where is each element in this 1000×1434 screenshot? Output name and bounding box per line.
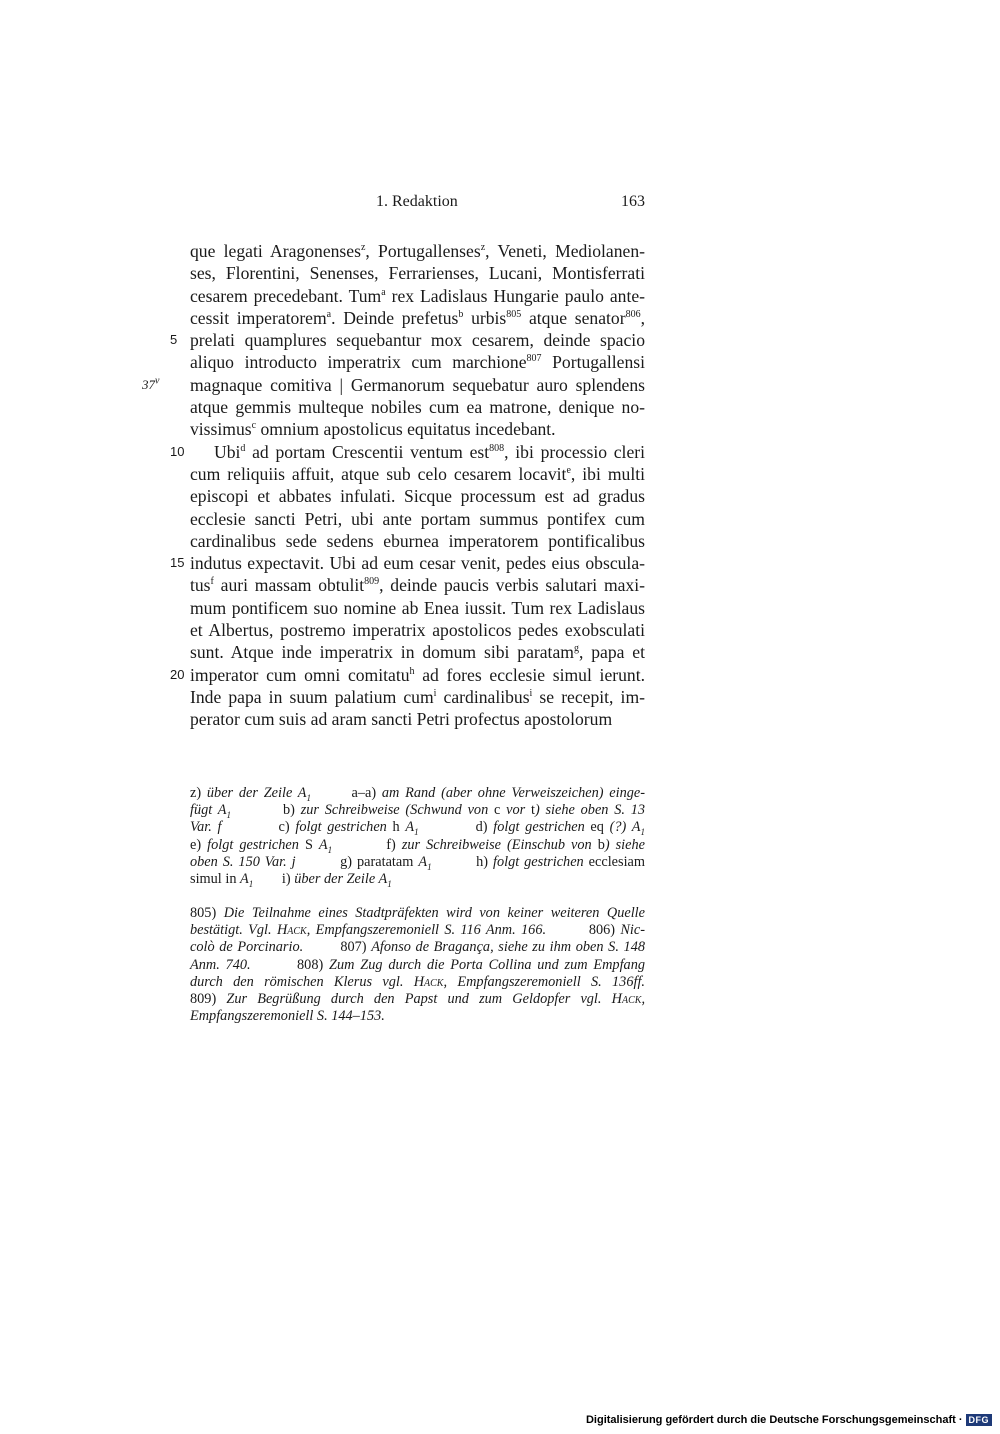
commentary-note-line: colò de Porcinario. 807) Afonso de Bragança, siehe zu ihm oben S. 148 [190, 939, 645, 956]
text-line [190, 418, 645, 440]
line-text: ses, Florentini, Senenses, Ferrarienses, Lucani, Montisferrati [190, 263, 645, 284]
line-text: perator cum suis ad aram sancti Petri profectus apostolorum [190, 709, 613, 730]
page-number: 163 [621, 193, 645, 210]
line-number: 15 [170, 555, 185, 571]
text-line [190, 463, 645, 485]
line-text: cessit imperatorem$^a$. Deinde prefetus$^b$ urbis$^{805}$ atque senator$^{806}$, [190, 307, 645, 328]
line-text: vissimus$^c$ omnium apostolicus equitatus incedebant. [190, 419, 556, 440]
commentary-note-line: Anm. 740. 808) Zum Zug durch die Porta Collina und zum Empfang [190, 956, 645, 973]
line-text: aliquo introducto imperatrix cum marchione$^{807}$ Portugallensi [190, 352, 645, 373]
text-line [190, 641, 645, 663]
line-text: et Albertus, postremo imperatrix apostolicos pedes exobsculati [190, 620, 645, 641]
variant-note-line: simul in $A_1$ i) über der Zeile $A_1$ [190, 870, 392, 889]
line-text: imperator cum omni comitatu$^h$ ad fores ecclesie simul ierunt. [190, 664, 645, 685]
line-text: tus$^f$ auri massam obtulit$^{809}$, deinde paucis verbis salutari maxi- [190, 575, 645, 596]
text-line [142, 374, 645, 396]
text-line [190, 686, 645, 708]
line-text: Ubi$^d$ ad portam Crescentii ventum est$^{808}$, ibi processio cleri [214, 441, 646, 462]
variant-apparatus [190, 785, 645, 888]
line-text: cum reliquiis affuit, atque sub celo cesarem locavit$^e$, ibi multi [190, 463, 645, 484]
commentary-note-line: bestätigt. Vgl. Hack, Empfangszeremoniell S. 116 Anm. 166. 806) Nic- [190, 922, 646, 939]
line-text: cesarem precedebant. Tum$^a$ rex Ladislaus Hungarie paulo ante- [190, 285, 645, 306]
text-line [190, 530, 645, 552]
line-text: episcopi et abbates infulati. Sicque processum est ad gradus [190, 486, 645, 507]
funding-text: Digitalisierung gefördert durch die Deutsche Forschungsgemeinschaft · [585, 1414, 963, 1426]
text-line [190, 708, 645, 730]
commentary-note-line: durch den römischen Klerus vgl. Hack, Empfangszeremoniell S. 136ff. [190, 973, 646, 990]
variant-note-line: oben S. 150 Var. j g) paratatam $A_1$ h) folgt gestrichen ecclesiam [190, 853, 646, 872]
text-line [190, 619, 645, 641]
text-line [190, 508, 645, 530]
line-text: magnaque comitiva | Germanorum sequebatur auro splendens [190, 374, 645, 395]
text-line [190, 396, 645, 418]
funding-footer [586, 1414, 992, 1426]
commentary-footnotes [190, 905, 645, 1025]
text-line [190, 351, 645, 373]
variant-note-line: fügt $A_1$ b) zur Schreibweise (Schwund von c vor t) siehe oben S. 13 [190, 802, 646, 821]
commentary-note-line: 809) Zur Begrüßung durch den Papst und zum Geldopfer vgl. Hack, [190, 990, 646, 1007]
text-line [170, 329, 645, 351]
line-text: mum pontificem suo nomine ab Enea iussit. Tum rex Ladislaus [190, 597, 645, 618]
line-text: que legati Aragonenses$^z$, Portugallenses$^z$, Veneti, Mediolanen- [190, 241, 645, 261]
text-line [190, 240, 645, 262]
text-line [190, 262, 645, 284]
line-number: 5 [170, 332, 178, 348]
variant-note-line: e) folgt gestrichen S $A_1$ f) zur Schreibweise (Einschub von b) siehe [190, 836, 645, 855]
folio-marker: 37$^v$ [142, 375, 160, 392]
line-text: indutus expectavit. Ubi ad eum cesar venit, pedes eius obscula- [190, 553, 645, 574]
line-text: ecclesie sancti Petri, ubi ante portam summus pontifex cum [190, 508, 645, 529]
line-text: Inde papa in suum palatium cum$^i$ cardinalibus$^i$ se recepit, im- [190, 686, 645, 707]
variant-note-line: z) über der Zeile $A_1$ a–a) am Rand (aber ohne Verweiszeichen) einge- [190, 785, 645, 803]
text-line [170, 664, 645, 686]
text-line [170, 441, 646, 463]
text-line [170, 552, 645, 574]
commentary-note-line: 805) Die Teilnahme eines Stadtpräfekten wird von keiner weiteren Quelle [190, 905, 646, 921]
line-number: 20 [170, 666, 185, 682]
text-line [190, 485, 645, 507]
text-line [190, 574, 645, 596]
line-text: cardinalibus sede sedens eburnea imperatorem pontificalibus [190, 530, 645, 551]
text-line [190, 285, 645, 307]
line-text: prelati quamplures sequebantur mox cesarem, deinde spacio [190, 330, 645, 351]
main-text [142, 240, 646, 731]
page-header [190, 193, 645, 215]
text-line [190, 597, 645, 619]
text-line [190, 307, 645, 329]
line-text: atque gemmis multeque nobiles cum ea matrone, denique no- [190, 397, 645, 418]
line-text: sunt. Atque inde imperatrix in domum sibi paratam$^g$, papa et [190, 642, 646, 663]
dfg-logo: DFG [966, 1414, 993, 1426]
line-number: 10 [170, 443, 185, 459]
variant-note-line: Var. f c) folgt gestrichen h $A_1$ d) folgt gestrichen eq (?) $A_1$ [190, 819, 645, 838]
running-title: 1. Redaktion [376, 193, 458, 210]
commentary-note-line: Empfangszeremoniell S. 144–153. [190, 1008, 385, 1025]
